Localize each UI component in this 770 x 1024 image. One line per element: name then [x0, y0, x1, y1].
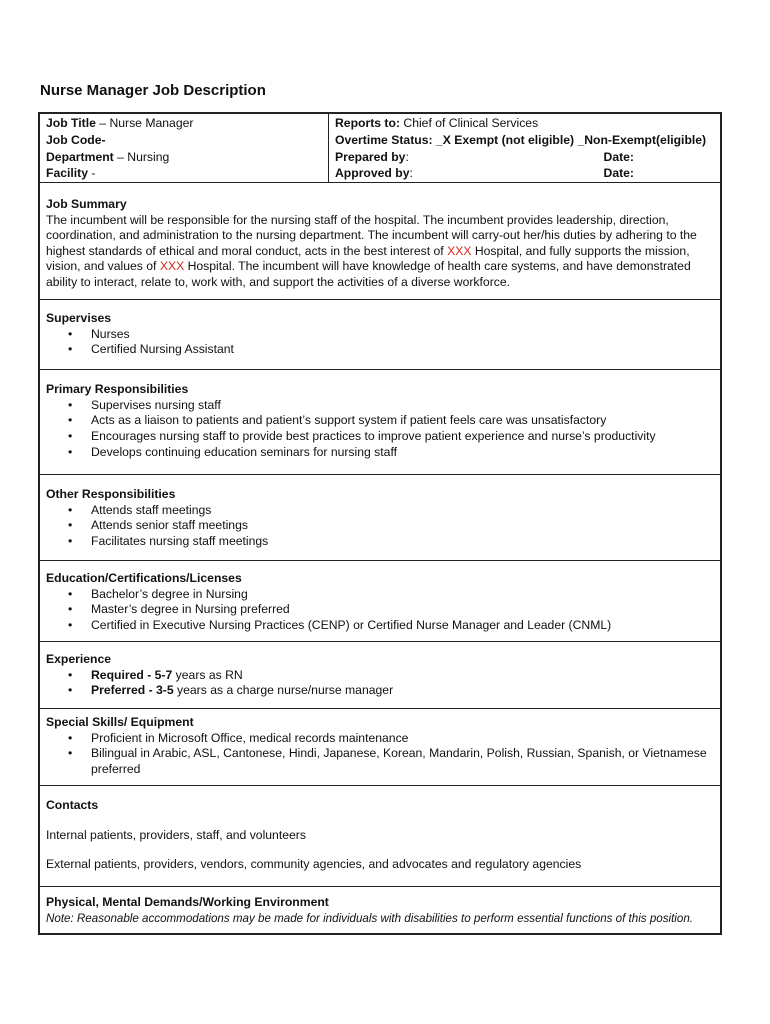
list-item: • Develops continuing education seminars for nursing staff: [46, 445, 714, 461]
education-heading: Education/Certifications/Licenses: [46, 571, 242, 586]
job-title-label: Job Title: [46, 116, 96, 130]
job-title-value: – Nurse Manager: [95, 116, 194, 130]
approved-by-label: Approved by: [335, 166, 410, 181]
job-code-line: [46, 132, 322, 149]
job-title-line: [46, 115, 322, 132]
internal-contacts: Internal patients, providers, staff, and volunteers: [46, 827, 306, 842]
department-label: Department: [46, 149, 114, 164]
list-item: • Certified in Executive Nursing Practices (CENP) or Certified Nurse Manager and Leader (CNML): [46, 618, 714, 634]
job-code-label: Job Code-: [46, 132, 106, 147]
required-label: Required - 5-7: [91, 667, 173, 682]
list-item: • Supervises nursing staff: [46, 398, 714, 414]
list-item: [46, 668, 714, 684]
prepared-by-colon: :: [405, 149, 409, 164]
primary-responsibilities-heading: Primary Responsibilities: [46, 382, 189, 397]
list-item: • Facilitates nursing staff meetings: [46, 534, 714, 550]
hospital-placeholder: XXX: [159, 259, 185, 274]
list-item: • Attends senior staff meetings: [46, 518, 714, 534]
preferred-label: Preferred - 3-5: [91, 683, 174, 698]
reports-to-line: [335, 115, 714, 132]
contacts-heading: Contacts: [46, 798, 99, 813]
other-responsibilities-heading: Other Responsibilities: [46, 487, 176, 502]
list-item: • Acts as a liaison to patients and patient’s support system if patient feels care was unsatisfactory: [46, 413, 714, 429]
department-value: – Nursing: [113, 149, 170, 164]
education-section: [40, 561, 720, 642]
other-responsibilities-section: [40, 475, 720, 561]
prepared-date-label: Date:: [603, 149, 634, 164]
accommodation-note: Note: Reasonable accommodations may be made for individuals with disabilities to perform essential functions of this position.: [46, 911, 694, 925]
reports-to-value: Chief of Clinical Services: [400, 116, 539, 130]
reports-to-label: Reports to:: [335, 116, 400, 130]
approved-by-colon: :: [409, 166, 413, 181]
header-left: [40, 114, 329, 182]
facility-label: Facility: [46, 166, 88, 181]
department-line: [46, 149, 322, 166]
required-text: years as RN: [172, 667, 243, 682]
facility-line: [46, 165, 322, 182]
list-item: • Nurses: [46, 327, 714, 343]
job-summary-section: [40, 183, 720, 300]
header-right: [329, 114, 720, 182]
special-skills-heading: Special Skills/ Equipment: [46, 715, 194, 730]
list-item: • Encourages nursing staff to provide best practices to improve patient experience and nurse’s productivity: [46, 429, 714, 445]
document-title: Nurse Manager Job Description: [40, 82, 266, 99]
list-item: • Attends staff meetings: [46, 503, 714, 519]
physical-demands-section: [40, 887, 720, 933]
prepared-by-label: Prepared by: [335, 149, 406, 164]
job-description-table: [38, 112, 722, 935]
physical-demands-heading: Physical, Mental Demands/Working Environment: [46, 895, 329, 910]
supervises-heading: Supervises: [46, 311, 112, 326]
list-item: • Bilingual in Arabic, ASL, Cantonese, Hindi, Japanese, Korean, Mandarin, Polish, Russian, Spanish, or Vietnamese preferred: [46, 746, 714, 777]
external-contacts: External patients, providers, vendors, community agencies, and advocates and regulatory agencies: [46, 857, 582, 872]
special-skills-section: [40, 709, 720, 786]
list-item: • Proficient in Microsoft Office, medical records maintenance: [46, 731, 714, 747]
header-grid: [40, 114, 720, 183]
prepared-by-line: [335, 149, 714, 166]
list-item: • Master’s degree in Nursing preferred: [46, 602, 714, 618]
overtime-status: Overtime Status: _X Exempt (not eligible) _Non-Exempt(eligible): [335, 132, 707, 147]
list-item: [46, 683, 714, 699]
list-item: • Bachelor’s degree in Nursing: [46, 587, 714, 603]
experience-section: [40, 642, 720, 709]
job-summary-text: The incumbent will be responsible for the nursing staff of the hospital. The incumbent provides leadership, direction, coordination, and administration to the nursing department. The incumbent will carry-out her/his duties by adhering to the highest standards of ethical and moral conduct, acts in the best interest of XXX Hospital, and fully supports the mission, vision, and values of XXX Hospital. The incumbent will have knowledge of health care systems, and have demonstrated ability to interact, relate to, work with, and support the activities of a diverse workforce.: [46, 212, 697, 289]
list-item: • Certified Nursing Assistant: [46, 342, 714, 358]
job-summary-heading: Job Summary: [46, 197, 127, 212]
preferred-text: years as a charge nurse/nurse manager: [173, 683, 394, 698]
primary-responsibilities-section: [40, 370, 720, 475]
approved-date-label: Date:: [603, 166, 634, 181]
facility-value: -: [88, 166, 96, 181]
approved-by-line: [335, 165, 714, 182]
hospital-placeholder: XXX: [447, 243, 472, 258]
experience-heading: Experience: [46, 652, 112, 667]
contacts-section: [40, 786, 720, 887]
supervises-section: [40, 300, 720, 370]
